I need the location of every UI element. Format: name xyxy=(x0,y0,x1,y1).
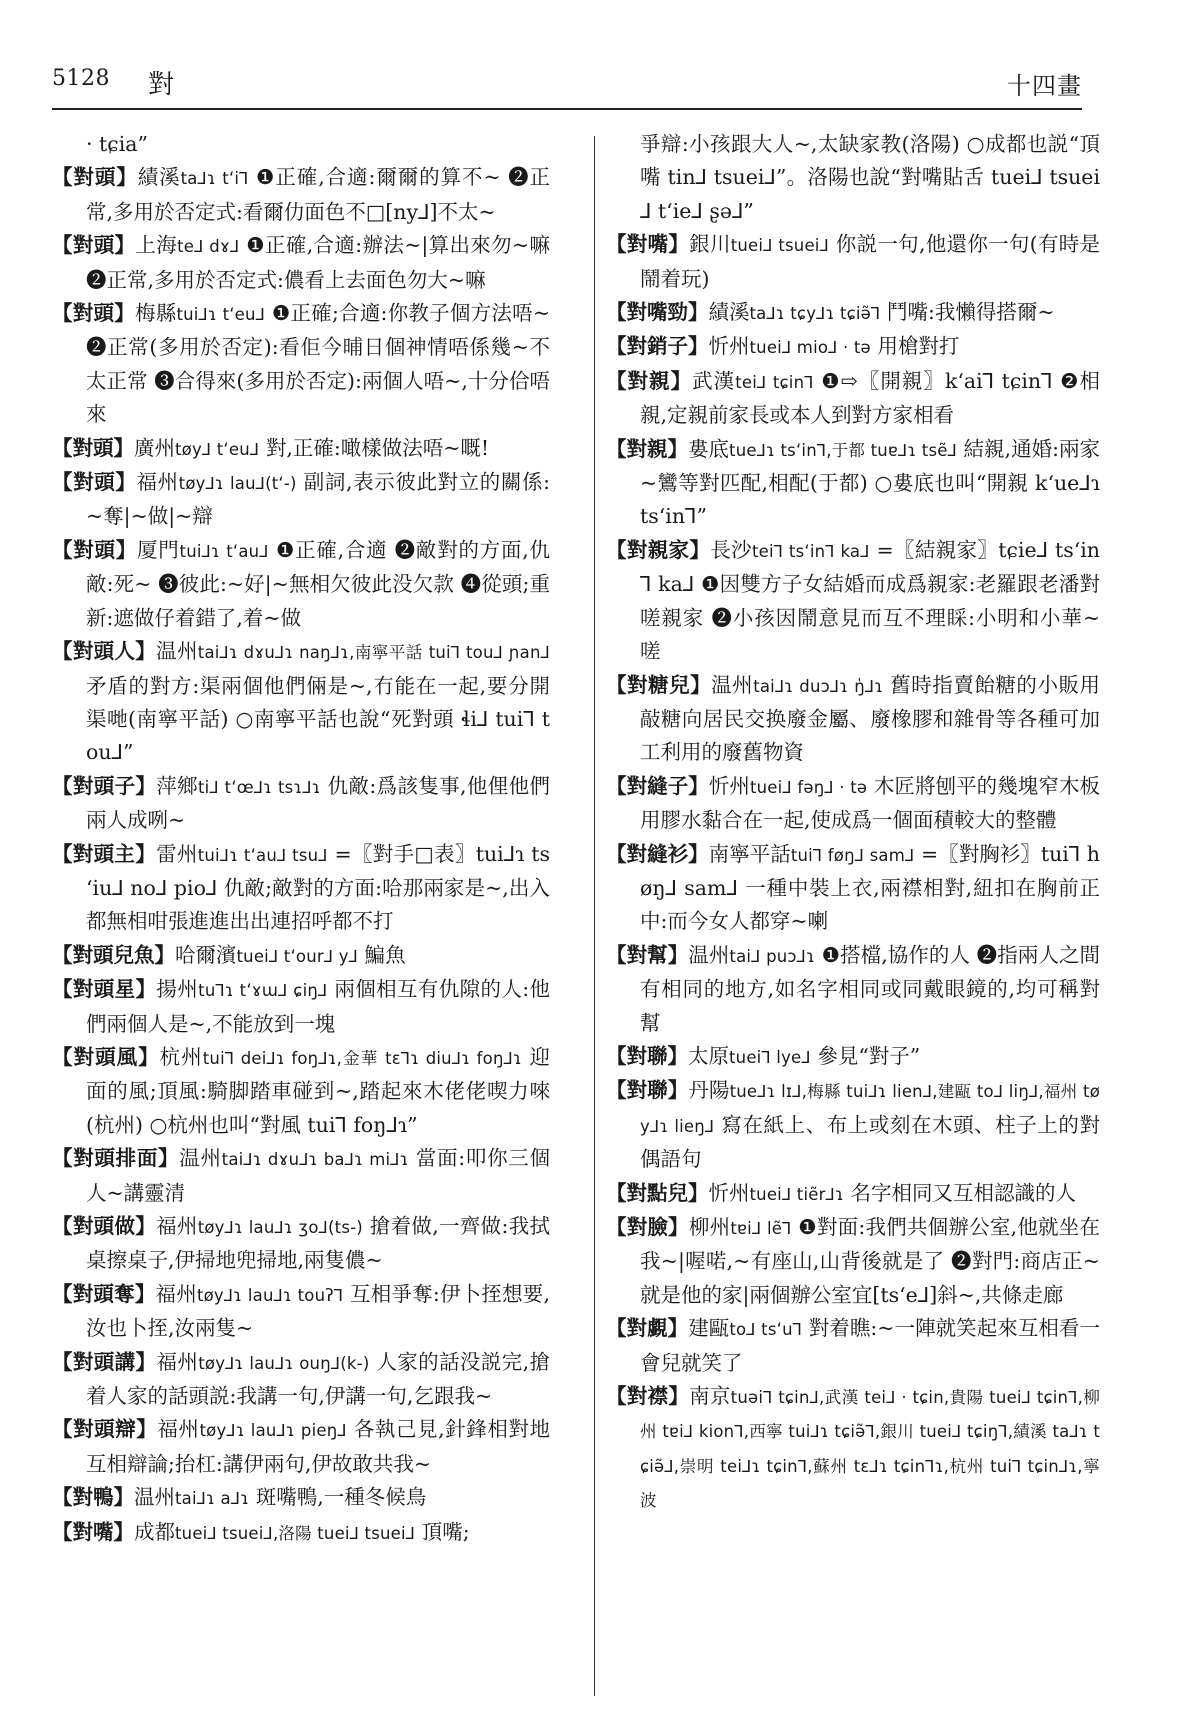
entry-headword: 【對頭】 xyxy=(52,537,138,562)
dictionary-entry xyxy=(52,128,550,161)
entry-dialect-location: 廣州 xyxy=(134,435,175,460)
entry-dialect-location: 温州 xyxy=(179,1146,222,1171)
entry-dialect-location: 武漢 xyxy=(692,368,736,393)
entry-definition: 搶着做,一齊做:我拭桌擦桌子,伊掃地兜掃地,兩隻儂~ xyxy=(86,1214,551,1273)
entry-dialect-location: 温州 xyxy=(711,672,754,697)
dictionary-entry xyxy=(606,330,1100,364)
entry-definition: 寫在紙上、布上或刻在木頭、柱子上的對偶語句 xyxy=(640,1112,1100,1172)
dictionary-entry xyxy=(606,296,1100,330)
entry-pronunciation: tai⅃ɿ dɤu⅃ɿ ba⅃ɿ mi⅃ɿ xyxy=(221,1150,409,1170)
entry-dialect-location: 婁底 xyxy=(688,436,730,461)
page-header xyxy=(52,66,1082,106)
entry-dialect-location: 成都 xyxy=(134,1519,175,1544)
entry-dialect-location: 梅縣 xyxy=(134,301,177,326)
entry-pronunciation: tuei⅃ tsuei⅃ xyxy=(730,236,829,256)
entry-definition: 頂嘴; xyxy=(421,1519,470,1544)
entry-headword: 【對聯】 xyxy=(606,1078,689,1103)
dictionary-entry xyxy=(606,1211,1100,1312)
entry-definition: 兩個相互有仇隙的人:他們兩個人是~,不能放到一塊 xyxy=(86,977,551,1036)
dictionary-entry xyxy=(606,433,1100,534)
entry-pronunciation: tuei⅂ lye⅃ xyxy=(729,1047,811,1067)
entry-pronunciation: tai⅃ɿ dɤu⅃ɿ naŋ⅃ɿ,南寧平話 tui⅂ tou⅃ ɲan⅃ xyxy=(197,643,551,663)
dictionary-entry xyxy=(52,297,550,432)
entry-definition: 鬥嘴:我懶得搭爾~ xyxy=(886,300,1055,325)
dictionary-entry xyxy=(52,635,550,770)
entry-pronunciation: tøy⅃ɿ lau⅃ɿ pieŋ⅃ xyxy=(199,1421,347,1441)
entry-headword: 【對銷子】 xyxy=(606,334,709,359)
entry-pronunciation: tei⅂ tsʻin⅂ ka⅃ xyxy=(751,541,870,561)
entry-headword: 【對頭】 xyxy=(52,470,137,495)
entry-headword: 【對縫衫】 xyxy=(606,841,709,866)
entry-dialect-location: 丹陽 xyxy=(688,1078,730,1103)
entry-definition: 參見“對子” xyxy=(817,1043,921,1068)
entry-pronunciation: tai⅃ puɔ⅃ɿ xyxy=(729,946,816,966)
dictionary-entry xyxy=(606,1380,1100,1518)
entry-pronunciation: tue⅃ɿ tsʻin⅂,于都 tuɐ⅃ɿ tsẽ⅃ xyxy=(729,440,958,460)
column-divider xyxy=(594,136,595,1696)
entry-definition: 對着瞧:~一陣就笑起來互相看一會兒就笑了 xyxy=(640,1316,1101,1375)
entry-pronunciation: tuəi⅂ tɕin⅃,武漢 tei⅃ · tɕin,貴陽 tuei⅃ tɕin⅂,柳州 tɐi⅃ kion⅂,西寧 tui⅃ɿ tɕiə̃⅂,銀川 tuei⅃ tɕiŋ⅂,績溪 ta⅃ɿ tɕiə̃⅃,崇明 tei⅃ɿ tɕin⅂,蘇州 tɛ⅃ɿ tɕin⅂ɿ,杭州 tui⅂ tɕin⅃ɿ,寧波 xyxy=(640,1388,1101,1511)
entry-pronunciation: te⅃ dɤ⅃ xyxy=(177,237,240,257)
dictionary-entry xyxy=(52,973,550,1041)
dictionary-entry xyxy=(52,534,550,635)
entry-headword: 【對聯】 xyxy=(606,1043,688,1068)
entry-headword: 【對覷】 xyxy=(606,1316,689,1341)
entry-headword: 【對臉】 xyxy=(606,1215,689,1239)
entry-definition: ❶⇨〖開親〗kʻai⅂ tɕin⅂ ❷相親,定親前家長或本人到對方家相看 xyxy=(640,368,1100,428)
entry-dialect-location: 温州 xyxy=(688,942,730,967)
dictionary-entry xyxy=(606,365,1100,433)
entry-headword: 【對鴨】 xyxy=(52,1485,134,1510)
entry-pronunciation: tui⅃ɿ tʻau⅃ tsu⅃ xyxy=(197,845,328,865)
entry-definition: 當面:叩你三個人~講靈清 xyxy=(86,1146,551,1205)
entry-headword: 【對頭】 xyxy=(52,165,138,190)
entry-headword: 【對頭主】 xyxy=(52,841,157,866)
entry-dialect-location: 雷州 xyxy=(156,841,198,866)
entry-definition: =〖對胸衫〗tui⅂ høŋ⅃ sam⅃ 一種中裝上衣,兩襟相對,紐扣在胸前正中:而今女人都穿~喇 xyxy=(640,841,1101,934)
entry-dialect-location: 温州 xyxy=(134,1485,175,1510)
entry-dialect-location: 績溪 xyxy=(137,165,181,190)
entry-pronunciation: tøy⅃ɿ lau⅃ɿ ouŋ⅃(k-) xyxy=(198,1353,370,1373)
entry-headword: 【對親】 xyxy=(606,436,689,461)
entry-dialect-location: 建甌 xyxy=(688,1316,730,1341)
entry-dialect-location: 福州 xyxy=(156,1214,198,1238)
entry-dialect-location: 南寧平話 xyxy=(708,841,791,866)
entry-headword: 【對頭辯】 xyxy=(52,1417,158,1442)
right-column xyxy=(606,128,1100,1518)
entry-definition: ❶搭檔,協作的人 ❷指兩人之間有相同的地方,如名字相同或同戴眼鏡的,均可稱對幫 xyxy=(640,942,1100,1035)
dictionary-entry xyxy=(52,1142,550,1210)
entry-pronunciation: tuei⅃ tiẽr⅃ɿ xyxy=(749,1184,844,1204)
dictionary-entry xyxy=(52,432,550,466)
entry-headword: 【對頭星】 xyxy=(52,977,157,1002)
entry-headword: 【對頭兒魚】 xyxy=(52,942,175,967)
entry-pronunciation: tei⅃ tɕin⅂ xyxy=(735,372,814,392)
dictionary-entry xyxy=(606,838,1100,939)
entry-headword: 【對點兒】 xyxy=(606,1180,709,1205)
entry-pronunciation: tai⅃ɿ a⅃ɿ xyxy=(175,1489,250,1509)
entry-dialect-location: 忻州 xyxy=(708,1180,750,1205)
entry-dialect-location: 揚州 xyxy=(156,977,199,1002)
dictionary-entry xyxy=(52,1516,550,1550)
entry-headword: 【對頭】 xyxy=(52,435,134,460)
entry-dialect-location: 長沙 xyxy=(710,537,752,562)
entry-pronunciation: tu⅂ɿ tʻɤɯ⅃ ɕiŋ⅃ xyxy=(198,981,328,1001)
dictionary-entry xyxy=(606,228,1100,296)
dictionary-entry xyxy=(606,1074,1100,1176)
entry-definition: 鯿魚 xyxy=(364,942,406,967)
entry-pronunciation: tuei⅃ tsuei⅃,洛陽 tuei⅃ tsuei⅃ xyxy=(175,1523,416,1543)
dictionary-entry xyxy=(606,1040,1100,1074)
entry-dialect-location: 南京 xyxy=(689,1384,731,1409)
entry-definition: ❶正確,合適:爾爾的算不~ ❷正常,多用於否定式:看爾仂面色不□[ny⅃]不太~ xyxy=(86,165,551,224)
dictionary-entry xyxy=(606,939,1100,1040)
entry-definition: 副詞,表示彼此對立的關係:~奪|~做|~辯 xyxy=(86,470,550,529)
section-label: 十四畫 xyxy=(1007,72,1082,100)
entry-headword: 【對嘴勁】 xyxy=(606,300,709,325)
entry-headword: 【對幫】 xyxy=(606,942,689,967)
entry-headword: 【對縫子】 xyxy=(606,773,709,798)
entry-definition: ❶對面:我們共個辦公室,他就坐在我~|喔喏,~有座山,山背後就是了 ❷對門:商店正~就是他的家|兩個辦公室宜[tsʻe⅃]斜~,共條走廊 xyxy=(640,1215,1101,1307)
dictionary-entry xyxy=(606,669,1100,770)
entry-definition: 斑嘴鴨,一種冬候鳥 xyxy=(255,1485,427,1510)
entry-headword: 【對親家】 xyxy=(606,537,711,562)
running-head-character: 對 xyxy=(148,70,175,100)
dictionary-entry xyxy=(52,466,550,534)
dictionary-entry xyxy=(52,1041,550,1142)
dictionary-entry xyxy=(606,1177,1100,1211)
entry-dialect-location: 上海 xyxy=(135,233,178,258)
entry-pronunciation: tui⅂ føŋ⅃ sam⅃ xyxy=(790,845,915,865)
entry-pronunciation: tuei⅃ tʻour⅃ y⅃ xyxy=(236,946,359,966)
entry-headword: 【對嘴】 xyxy=(606,232,690,257)
entry-dialect-location: 福州 xyxy=(136,470,179,495)
entry-definition: 結親,通婚:兩家~鸞等對匹配,相配(于都) ○婁底也叫“開親 kʻue⅃ɿ tsʻin⅂” xyxy=(640,436,1101,529)
entry-pronunciation: tøy⅃ɿ lau⅃(tʻ-) xyxy=(178,474,297,494)
entry-definition: 仇敵:爲該隻事,他俚他們兩人成咧~ xyxy=(86,773,550,833)
entry-definition: 木匠將刨平的幾塊窄木板用膠水黏合在一起,使成爲一個面積較大的整體 xyxy=(640,773,1101,833)
entry-headword: 【對嘴】 xyxy=(52,1519,134,1544)
entry-definition: · tɕia” xyxy=(86,132,149,156)
entry-pronunciation: tuei⅃ mio⅃ · tə xyxy=(749,338,871,358)
entry-dialect-location: 杭州 xyxy=(159,1044,203,1069)
header-rule xyxy=(52,108,1082,110)
entry-headword: 【對頭講】 xyxy=(52,1349,157,1374)
entry-definition: 矛盾的對方:渠兩個他們倆是~,冇能在一起,要分開渠哋(南寧平話) ○南寧平話也說“死對頭 ɬi⅃ tui⅂ tou⅃” xyxy=(86,673,550,765)
dictionary-entry xyxy=(52,1413,550,1481)
entry-dialect-location: 福州 xyxy=(156,1349,199,1374)
entry-headword: 【對襟】 xyxy=(606,1384,690,1409)
dictionary-entry xyxy=(52,161,550,229)
entry-headword: 【對親】 xyxy=(606,368,693,393)
entry-definition: 舊時指賣飴糖的小販用敲糖向居民交换廢金屬、廢橡膠和雜骨等各種可加工利用的廢舊物資 xyxy=(640,672,1101,765)
entry-headword: 【對頭奪】 xyxy=(52,1281,156,1306)
dictionary-entry xyxy=(606,770,1100,838)
entry-definition: ❶正確;合適:你教子個方法唔~ ❷正常(多用於否定):看佢今晡日個神情唔係幾~不太正常 ❸合得來(多用於否定):兩個人唔~,十分佮唔來 xyxy=(86,301,551,427)
entry-headword: 【對糖兒】 xyxy=(606,672,712,697)
entry-pronunciation: to⅃ tsʻu⅂ xyxy=(729,1320,803,1340)
entry-definition: ❶正確,合適:辦法~|算出來勿~嘛 ❷正常,多用於否定式:儂看上去面色勿大~嘛 xyxy=(86,233,551,292)
dictionary-entry xyxy=(52,1278,550,1346)
entry-pronunciation: tue⅃ɿ lɪ⅃,梅縣 tui⅃ɿ lien⅃,建甌 to⅃ liŋ⅃,福州 tøy⅃ɿ lieŋ⅃ xyxy=(640,1082,1101,1136)
dictionary-entry xyxy=(606,534,1100,669)
entry-definition: 人家的話没説完,搶着人家的話頭説:我講一句,伊講一句,乞跟我~ xyxy=(86,1349,550,1409)
entry-definition: =〖結親家〗tɕie⅃ tsʻin⅂ ka⅃ ❶因雙方子女結婚而成爲親家:老羅跟老潘對嗟親家 ❷小孩因鬧意見而互不理睬:小明和小華~嗟 xyxy=(640,537,1100,664)
entry-dialect-location: 柳州 xyxy=(688,1215,731,1239)
entry-definition: 用槍對打 xyxy=(877,334,960,359)
dictionary-entry xyxy=(52,939,550,973)
entry-definition: 你説一句,他還你一句(有時是鬧着玩) xyxy=(640,232,1101,291)
entry-dialect-location: 忻州 xyxy=(708,773,750,798)
entry-dialect-location: 温州 xyxy=(156,639,198,664)
entry-headword: 【對頭做】 xyxy=(52,1214,157,1238)
entry-headword: 【對頭排面】 xyxy=(52,1146,180,1171)
entry-dialect-location: 厦門 xyxy=(137,537,180,562)
entry-definition: =〖對手□表〗tui⅃ɿ tsʻiu⅃ no⅃ pio⅃ 仇敵;敵對的方面:哈那兩家是~,出入都無相咁張進進出出連招呼都不打 xyxy=(86,841,550,934)
dictionary-entry xyxy=(606,128,1100,228)
entry-definition: 爭辯:小孩跟大人~,太缺家教(洛陽) ○成都也説“頂嘴 tin⅃ tsuei⅃”。洛陽也說“對嘴貼舌 tuei⅃ tsuei⅃ tʻie⅃ ʂə⅃” xyxy=(640,132,1100,223)
entry-dialect-location: 哈爾濱 xyxy=(175,942,237,967)
entry-dialect-location: 萍鄉 xyxy=(156,773,199,798)
entry-headword: 【對頭風】 xyxy=(52,1044,160,1069)
dictionary-entry xyxy=(52,838,550,939)
entry-pronunciation: ta⅃ɿ tɕy⅃ɿ tɕiə̃⅂ xyxy=(749,304,881,324)
entry-dialect-location: 績溪 xyxy=(708,300,750,325)
page-number: 5128 xyxy=(52,66,110,91)
entry-dialect-location: 福州 xyxy=(157,1417,200,1442)
entry-headword: 【對頭人】 xyxy=(52,639,157,664)
entry-pronunciation: tøy⅃ɿ lau⅃ɿ touʔ⅂ xyxy=(196,1285,344,1305)
entry-dialect-location: 忻州 xyxy=(708,334,750,359)
dictionary-entry xyxy=(52,1210,550,1278)
entry-pronunciation: tui⅃ɿ tʻau⅃ xyxy=(179,541,269,561)
left-column xyxy=(52,128,550,1550)
dictionary-entry xyxy=(52,770,550,838)
entry-dialect-location: 銀川 xyxy=(689,232,731,257)
entry-pronunciation: tui⅂ dei⅃ɿ foŋ⅃ɿ,金華 tɛ⅂ɿ diu⅃ɿ foŋ⅃ɿ xyxy=(202,1048,522,1068)
entry-definition: 互相爭奪:伊卜挃想要,汝也卜挃,汝兩隻~ xyxy=(86,1281,551,1341)
entry-definition: ❶正確,合適 ❷敵對的方面,仇敵:死~ ❸彼此:~好|~無相欠彼此没欠款 ❹從頭;重新:遮做仔着錯了,着~做 xyxy=(86,537,550,630)
entry-pronunciation: tøy⅃ tʻeu⅃ xyxy=(175,439,260,459)
entry-dialect-location: 太原 xyxy=(688,1043,729,1068)
dictionary-entry xyxy=(52,229,550,297)
dictionary-entry xyxy=(52,1481,550,1515)
entry-definition: 對,正確:噉樣做法唔~嘅! xyxy=(265,435,490,460)
entry-pronunciation: tai⅃ɿ duɔ⅃ɿ ŋ̍⅃ɿ xyxy=(753,676,884,696)
dictionary-entry xyxy=(606,1312,1100,1380)
dictionary-entry xyxy=(52,1346,550,1414)
entry-headword: 【對頭子】 xyxy=(52,773,157,798)
entry-pronunciation: tɐi⅃ lẽ⅂ xyxy=(730,1219,792,1238)
entry-definition: 各執己見,針鋒相對地互相辯論;抬杠:講伊兩句,伊故敢共我~ xyxy=(86,1417,550,1476)
entry-pronunciation: ta⅃ɿ tʻi⅂ xyxy=(180,169,249,189)
entry-pronunciation: tuei⅃ fəŋ⅃ · tə xyxy=(749,777,868,797)
entry-pronunciation: tøy⅃ɿ lau⅃ɿ ʒo⅃(ts-) xyxy=(197,1218,363,1237)
entry-headword: 【對頭】 xyxy=(52,301,135,326)
entry-headword: 【對頭】 xyxy=(52,233,136,258)
entry-definition: 迎面的風;頂風:騎脚踏車碰到~,踏起來木佬佬喫力唻(杭州) ○杭州也叫“對風 tui⅂ foŋ⅃ɿ” xyxy=(86,1044,551,1137)
entry-definition: 名字相同又互相認識的人 xyxy=(850,1180,1076,1205)
entry-dialect-location: 福州 xyxy=(155,1281,197,1306)
entry-pronunciation: tui⅃ɿ tʻeu⅃ xyxy=(176,305,266,325)
entry-pronunciation: ti⅃ tʻœ⅃ɿ tsɿ⅃ɿ xyxy=(198,777,321,797)
